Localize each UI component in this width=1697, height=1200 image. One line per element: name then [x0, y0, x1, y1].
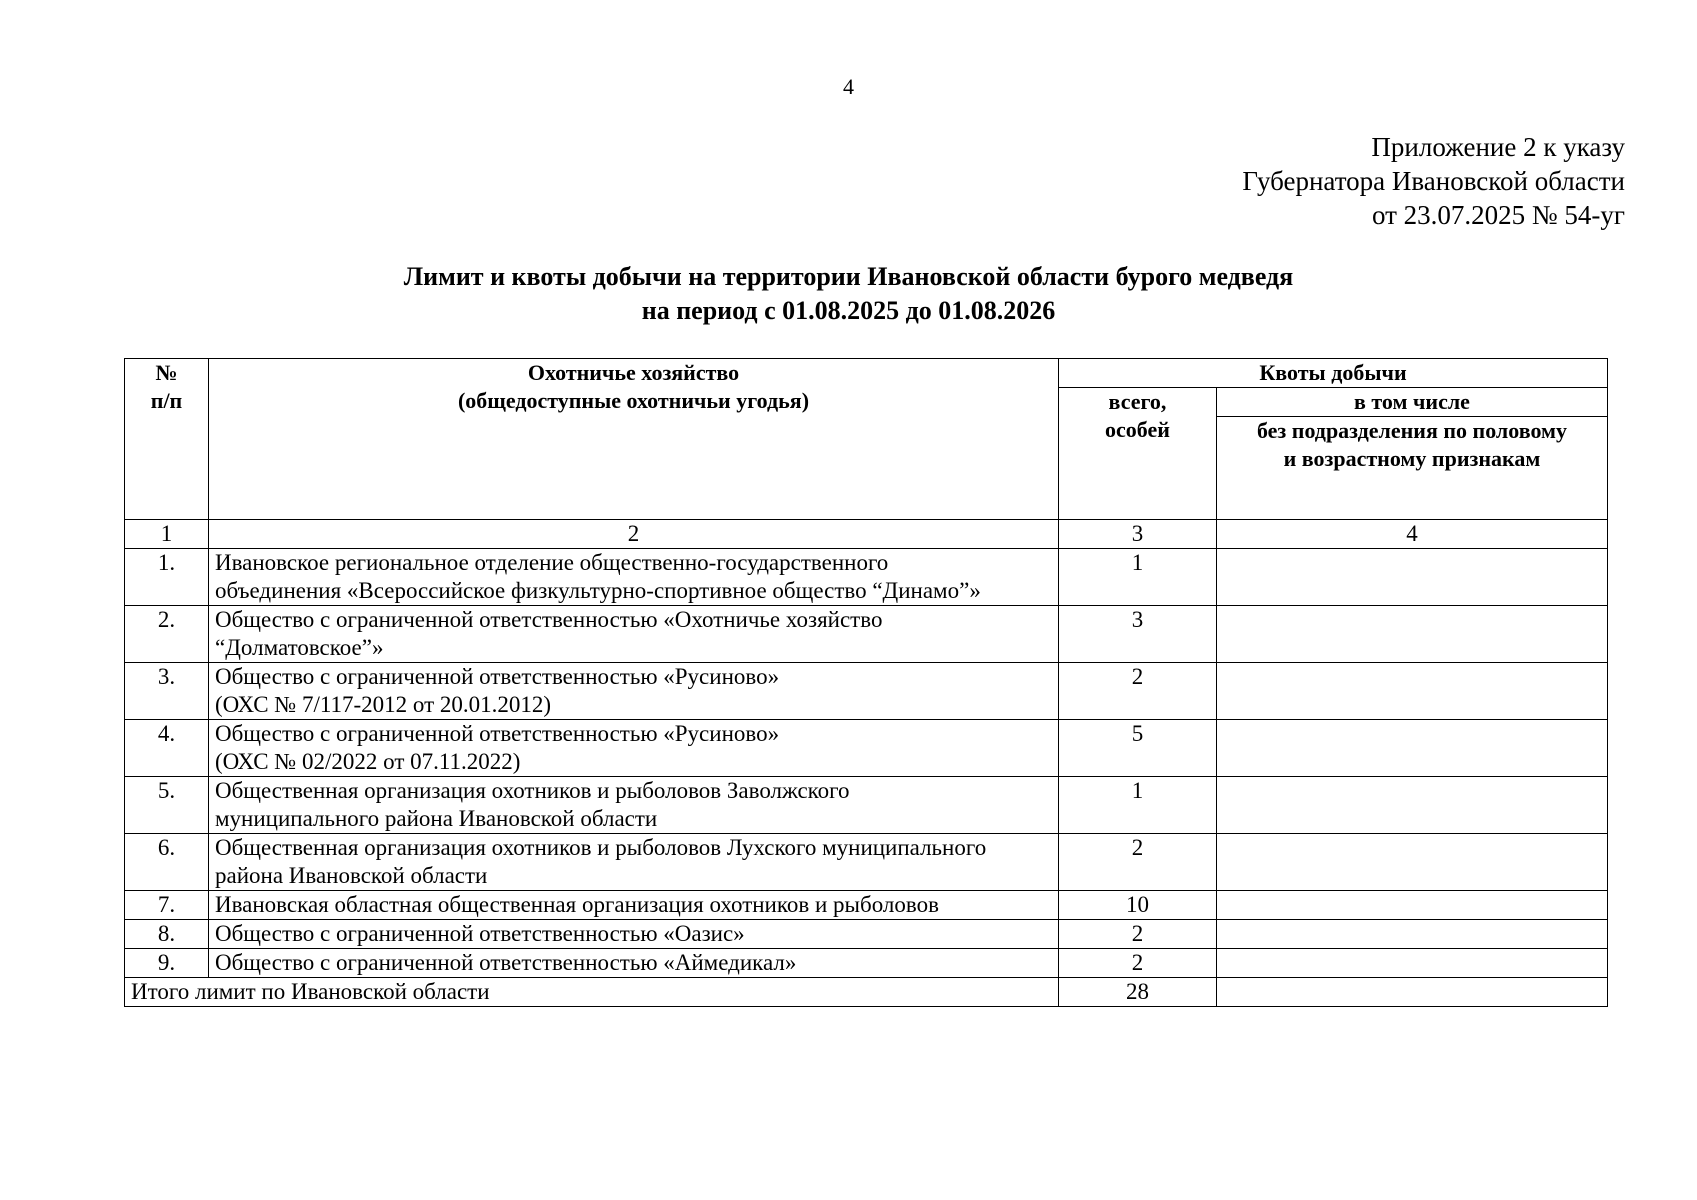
row-number: 4.	[125, 720, 209, 777]
row-subdivision	[1217, 549, 1608, 606]
row-estate-name: Общество с ограниченной ответственностью «Русиново» (ОХС № 7/117-2012 от 20.01.2012)	[209, 663, 1059, 720]
row-number: 2.	[125, 606, 209, 663]
title-line-1: Лимит и квоты добычи на территории Ивановской области бурого медведя	[403, 262, 1294, 291]
row-total: 1	[1059, 777, 1217, 834]
column-number: 1	[125, 520, 209, 549]
row-estate-name: Общество с ограниченной ответственностью «Аймедикал»	[209, 949, 1059, 978]
row-total: 2	[1059, 949, 1217, 978]
appendix-line-1: Приложение 2 к указу	[1371, 132, 1625, 162]
header-number: № п/п	[125, 359, 209, 520]
header-including: в том числе	[1217, 388, 1608, 417]
row-subdivision	[1217, 606, 1608, 663]
row-number: 3.	[125, 663, 209, 720]
row-estate-name: Общество с ограниченной ответственностью «Русиново» (ОХС № 02/2022 от 07.11.2022)	[209, 720, 1059, 777]
row-subdivision	[1217, 663, 1608, 720]
total-subdivision	[1217, 978, 1608, 1007]
header-without-subdivision: без подразделения по половому и возрастному признакам	[1217, 417, 1608, 520]
row-estate-name: Общество с ограниченной ответственностью «Охотничье хозяйство “Долматовское”»	[209, 606, 1059, 663]
row-number: 1.	[125, 549, 209, 606]
row-number: 9.	[125, 949, 209, 978]
row-estate-name: Ивановская областная общественная организация охотников и рыболовов	[209, 891, 1059, 920]
document-title	[0, 260, 1697, 328]
total-label: Итого лимит по Ивановской области	[125, 978, 1059, 1007]
total-value: 28	[1059, 978, 1217, 1007]
row-estate-name: Общество с ограниченной ответственностью «Оазис»	[209, 920, 1059, 949]
title-line-2: на период с 01.08.2025 до 01.08.2026	[641, 296, 1056, 325]
row-number: 8.	[125, 920, 209, 949]
table-row	[125, 920, 1608, 949]
appendix-line-2: Губернатора Ивановской области	[1242, 166, 1625, 196]
row-subdivision	[1217, 720, 1608, 777]
row-number: 6.	[125, 834, 209, 891]
column-number-row	[125, 520, 1608, 549]
table-row	[125, 663, 1608, 720]
header-total: всего, особей	[1059, 388, 1217, 520]
page-number: 4	[843, 74, 854, 99]
table-row	[125, 549, 1608, 606]
column-number: 3	[1059, 520, 1217, 549]
row-total: 1	[1059, 549, 1217, 606]
row-number: 5.	[125, 777, 209, 834]
appendix-line-3: от 23.07.2025 № 54-уг	[1371, 200, 1625, 230]
header-hunting-estate: Охотничье хозяйство (общедоступные охотничьи угодья)	[209, 359, 1059, 520]
table-row	[125, 720, 1608, 777]
header-quotas: Квоты добычи	[1059, 359, 1608, 388]
row-subdivision	[1217, 920, 1608, 949]
row-total: 2	[1059, 663, 1217, 720]
row-total: 5	[1059, 720, 1217, 777]
row-total: 2	[1059, 920, 1217, 949]
quota-table	[124, 358, 1608, 1007]
total-row	[125, 978, 1608, 1007]
row-total: 3	[1059, 606, 1217, 663]
header-row	[125, 359, 1608, 388]
row-number: 7.	[125, 891, 209, 920]
row-estate-name: Общественная организация охотников и рыболовов Заволжского муниципального района Ивановской области	[209, 777, 1059, 834]
row-subdivision	[1217, 834, 1608, 891]
table-row	[125, 949, 1608, 978]
row-subdivision	[1217, 777, 1608, 834]
row-total: 10	[1059, 891, 1217, 920]
table-row	[125, 777, 1608, 834]
row-subdivision	[1217, 949, 1608, 978]
column-number: 4	[1217, 520, 1608, 549]
row-estate-name: Ивановское региональное отделение общественно-государственного объединения «Всероссийское физкультурно-спортивное общество “Динамо”»	[209, 549, 1059, 606]
table-row	[125, 834, 1608, 891]
row-subdivision	[1217, 891, 1608, 920]
table-row	[125, 606, 1608, 663]
column-number: 2	[209, 520, 1059, 549]
row-estate-name: Общественная организация охотников и рыболовов Лухского муниципального района Ивановской области	[209, 834, 1059, 891]
table-row	[125, 891, 1608, 920]
appendix-reference	[1242, 130, 1625, 232]
row-total: 2	[1059, 834, 1217, 891]
